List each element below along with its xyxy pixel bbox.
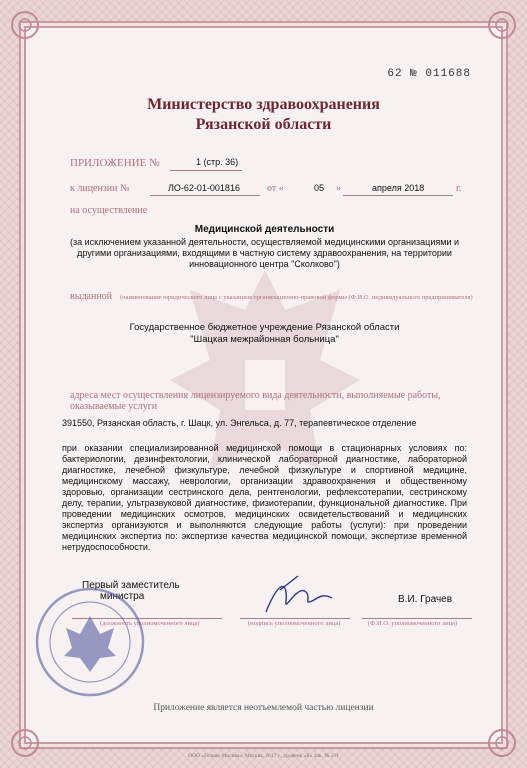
- address-value: 391550, Рязанская область, г. Шацк, ул. Энгельса, д. 77, терапевтическое отделение: [62, 418, 417, 428]
- form-serial-number: 62 № 011688: [387, 68, 471, 80]
- organization-name-line1: Государственное бюджетное учреждение Рязанской области: [129, 322, 400, 333]
- ministry-title-line2: Рязанской области: [195, 116, 332, 133]
- license-date-month-year: апреля 2018: [372, 183, 425, 193]
- name-underline: [362, 618, 472, 619]
- services-description: при оказании специализированной медицинской помощи в стационарных условиях по: бактериологии, дезинфектологии, клинической лабораторной диагностике, лабораторной диагностике, лечебной физкультуре, лечебной физкультуре и спортивной медицине, медицинскому массажу, неврологии, организации здравоохранения и общественному здоровью, организации сестринского дела, рентгенологии, рефлексотерапии, сестринскому делу, терапии, ультразвуковой диагностике, физиотерапии, функциональной диагностике. При проведении медицинских осмотров, медицинских освидетельствований и медицинских экспертиз организуются и выполняются следующие работы (услуги): при проведении медицинских экспертиз по: экспертизе качества медицинской помощи, экспертизе временной нетрудоспособности.: [62, 443, 467, 552]
- footer-note: Приложение является неотъемлемой частью лицензии: [153, 703, 374, 713]
- official-seal-stamp-icon: [34, 586, 146, 698]
- appendix-value: 1 (стр. 36): [196, 157, 239, 167]
- organization-name-line2: "Шацкая межрайонная больница": [190, 334, 339, 345]
- signatory-name: В.И. Грачев: [398, 594, 453, 605]
- license-number-underline: [150, 195, 260, 196]
- corner-ornament-icon: [485, 8, 519, 42]
- signatory-position-line1: Первый заместитель: [82, 580, 180, 591]
- signatory-position-line2: министра: [100, 591, 145, 602]
- license-date-underline: [343, 195, 453, 196]
- license-year-suffix: г.: [456, 183, 462, 194]
- license-date-from-label: от «: [267, 183, 284, 194]
- print-info: ООО «Гознак-Москва», Москва, 2017 г., уровень «Б» Зак. № 211: [188, 753, 339, 759]
- signature-underline: [240, 618, 350, 619]
- license-date-day: 05: [314, 183, 325, 193]
- issued-hint: (наименование юридического лица с указанием организационно-правовой формы (Ф.И.О. индивидуального предпринимателя): [120, 294, 473, 301]
- license-number-label: к лицензии №: [70, 183, 130, 194]
- position-hint: (должность уполномоченного лица): [100, 620, 200, 627]
- address-label: адреса мест осуществления лицензируемого вида деятельности, выполняемые работы, оказываемые услуги: [70, 390, 441, 412]
- appendix-underline: [170, 170, 242, 171]
- license-number: ЛО-62-01-001816: [168, 183, 240, 193]
- signature-hint: (подпись уполномоченного лица): [248, 620, 341, 627]
- activity-title: Медицинской деятельности: [194, 224, 335, 235]
- activity-note: (за исключением указанной деятельности, осуществляемой медицинскими организациями и другими организациями, входящими в частную систему здравоохранения, на территории инновационного центра "Сколково"): [70, 237, 459, 269]
- issued-label: выданной: [70, 291, 113, 302]
- activity-label: на осуществление: [70, 205, 148, 216]
- appendix-label: ПРИЛОЖЕНИЕ №: [70, 157, 160, 169]
- name-hint: (Ф.И.О. уполномоченного лица): [368, 620, 458, 627]
- handwritten-signature-icon: [258, 572, 338, 618]
- ministry-title-line1: Министерство здравоохранения: [147, 96, 380, 113]
- license-date-day-close: »: [336, 183, 341, 194]
- corner-ornament-icon: [8, 8, 42, 42]
